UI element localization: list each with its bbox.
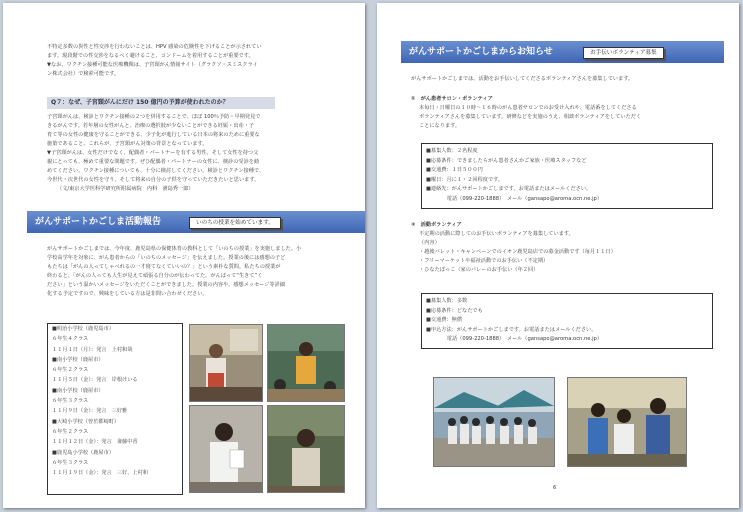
schedule-line: ６年生４クラス — [52, 336, 89, 343]
qa-heading: Q７：なぜ、子宮頸がんにだけ 150 億円の予算が使われたのか？ — [47, 97, 275, 109]
notice-intro-line: がんサポートかごしまでは、活動をお手伝いしてくださるボランティアさんを募集しています。 — [411, 76, 634, 82]
qa-line: ▼子宮頸がんは、女性だけでなく、配偶者・パートナーを有する男性、そして女性を持つ父 — [47, 150, 259, 156]
schedule-line: ■大崎小学校（曽於郡崎町） — [52, 418, 120, 425]
intro-line: 不特定多数の異性と性交渉を行わないことは、HPV 感染の危険性を下げることが示されてい — [47, 44, 262, 50]
schedule-line: ■南小学校（鹿屋市） — [52, 387, 104, 394]
report-line: がんサポートかごしまでは、今年度、鹿児島県の保健体育の教科として「いのちの授業」を実施しました。小 — [47, 246, 302, 252]
qa-paragraph — [47, 113, 351, 194]
classroom-photo-2 — [267, 324, 345, 402]
qa-line: 施策であること。これらが、子宮頸がん対策の背景となっています。 — [47, 141, 208, 147]
right-page — [377, 3, 739, 508]
report-line: 化する予定ですので、興味をしている方は是非問い合わせください。 — [47, 291, 208, 297]
report-title: がんサポートかごしま活動報告 — [35, 217, 162, 227]
notice-title: がんサポートかごしまからお知らせ — [409, 47, 553, 57]
schedule-line: ６年生２クラス — [52, 367, 89, 374]
section2-line: ・ひなたぼっこ（家のバレーのお手伝い（年２回） — [419, 267, 539, 273]
detail-line: 電話（099-220-1888） メール（gansapo@aroma.ocn.ne.jp） — [426, 336, 603, 342]
detail-line: ■連絡先：がんサポートかごしまです。お電話またはメールください。 — [426, 186, 592, 192]
section2-title: ② 活動ボランティア — [411, 222, 462, 228]
qa-line: 親にとっても、極めて重要な問題です。ぜひ配偶者・パートナーの女性に、検診の受診を勧 — [47, 159, 260, 165]
detail-line: ■申込方法：がんサポートかごしまです。お電話またはメールください。 — [426, 326, 597, 333]
section1-line: 本毎日・日曜日の１０時～１６時のがん患者サロンでのお受け入れや、電話番をしてくださる — [419, 105, 637, 111]
section2-line: ・越後バレット・キャンペーンでのイオン鹿児島店での募金活動です（毎月１１日） — [419, 249, 616, 255]
volunteer-family-photo — [567, 377, 687, 467]
intro-paragraph — [47, 43, 351, 79]
schedule-line: ■鹿児島小学校（鹿屋市） — [52, 449, 114, 456]
schedule-line: ■明治小学校（鹿児島市） — [52, 326, 114, 332]
detail-line: ■交通費：無償 — [426, 317, 463, 323]
notice-header-band — [401, 41, 724, 63]
activity-volunteer-details — [421, 293, 713, 349]
qa-line: 子宮頸がんは、検診とワクチン接種の２つを併用することで、ほぼ 100％予防・早期発見で — [47, 114, 261, 120]
qa-line: めてください。ワクチン接種についても、十分に検討してください。検診とワクチン接種で、 — [47, 168, 265, 174]
classroom-photo-3 — [189, 405, 263, 493]
classroom-photo-4 — [267, 405, 345, 493]
report-paragraph — [47, 245, 351, 299]
schedule-line: １１月１日（月）：発言 上村和哉 — [52, 346, 133, 353]
salon-volunteer-details — [421, 143, 713, 209]
report-tag: いのちの授業を始めています。 — [189, 217, 281, 229]
notice-intro — [411, 75, 725, 84]
detail-line: 電話（099-220-1888） メール（gansapo@aroma.ocn.ne.jp） — [426, 195, 603, 202]
section1 — [411, 95, 725, 131]
report-line: もたちは「がんの人ってしゃべれるの一才寝てなくていいの？」という素朴な質問。私たちの授業が — [47, 264, 281, 270]
school-schedule-box — [47, 323, 183, 495]
detail-line: ■応募条件：どなたでも — [426, 307, 483, 314]
schedule-line: １１月１９日（金）：発言 三好、上村和 — [52, 470, 148, 477]
intro-line: ▼なお、ワクチン接種可能な医療機関は、子宮頸がん情報サイト（グラクソ・スミスクライ — [47, 62, 258, 68]
schedule-line: ６年生２クラス — [52, 428, 89, 435]
intro-line: ます。現段階での性交渉をなるべく避けること、コンドームを着用することが重要です。 — [47, 53, 254, 59]
section2-line: 不定期の活動に際してのお手伝いボランティアを募集しています。 — [419, 231, 574, 237]
detail-line: ■交通費：１日５００円 — [426, 167, 483, 173]
section1-title: ① がん患者サロン・ボランティア — [411, 96, 493, 102]
schedule-line: ■南小学校（鹿屋市） — [52, 356, 104, 363]
section2 — [411, 221, 725, 275]
qa-line: きるがんです。若年層の女性がんと、治療の選択肢が少ないことができる妊娠・出産・子 — [47, 123, 255, 129]
schedule-line: １１月１２日（金）：発言 斎藤中香 — [52, 439, 138, 446]
detail-line: ■募集人数：多数 — [426, 298, 468, 304]
qa-signature: （文/東京大学医科学研究所附属病院 内科 濱島秀一郎） — [57, 186, 194, 192]
detail-line: ■曜日：月に１・２回程度です。 — [426, 176, 504, 183]
report-line: 学校高学年を対象に、がん患者からの「いのちのメッセージ」を伝えました。授業の後には感想の子ど — [47, 255, 286, 261]
intro-line: ン株式会社）で検索可能です。 — [47, 71, 120, 77]
schedule-line: １１月５日（金）：発言 岸根けいる — [52, 377, 138, 384]
section1-line: ボランティアさんを募集しています。研修などを実施のうえ、相談ボランティアをしていただく — [419, 114, 642, 120]
section2-line: ・フリーマーケットや福祉活動でのお手伝い（不定期） — [419, 258, 549, 264]
volunteer-tag: お手伝いボランティア募集 — [583, 47, 664, 59]
detail-line: ■募集人数：２名程度 — [426, 148, 478, 154]
detail-line: ■応募条件：できましたらがん患者さんかご家族・医療スタッフなど — [426, 157, 587, 164]
classroom-photo-1 — [189, 324, 263, 402]
qa-line: 今世代・次世代の女性を守り、そして将来の自分の子供を守っていただきたいと思います。 — [47, 177, 260, 183]
left-page — [3, 3, 365, 508]
schedule-line: ６年生３クラス — [52, 459, 89, 466]
qa-line: 育て等の女性の健康を守ることができる、少子化が進行している日本の将来のために重要な — [47, 132, 260, 138]
section1-line: ことになります。 — [419, 123, 461, 129]
report-line: 終わると、「がんの人っても人生が見えて頑張る自分のが伝わってた。がんばって“生きて”く — [47, 273, 263, 279]
volunteer-group-photo — [433, 377, 555, 467]
schedule-line: ６年生３クラス — [52, 398, 89, 405]
schedule-line: １１月９日（金）：発言 三好雅 — [52, 408, 128, 415]
page-number: 6 — [553, 485, 557, 491]
section2-line: （内容） — [419, 240, 440, 246]
report-line: ださい」という温かいメッセージをいただくことができました。授業の内容や、感想メッセージ等詳細 — [47, 282, 285, 288]
